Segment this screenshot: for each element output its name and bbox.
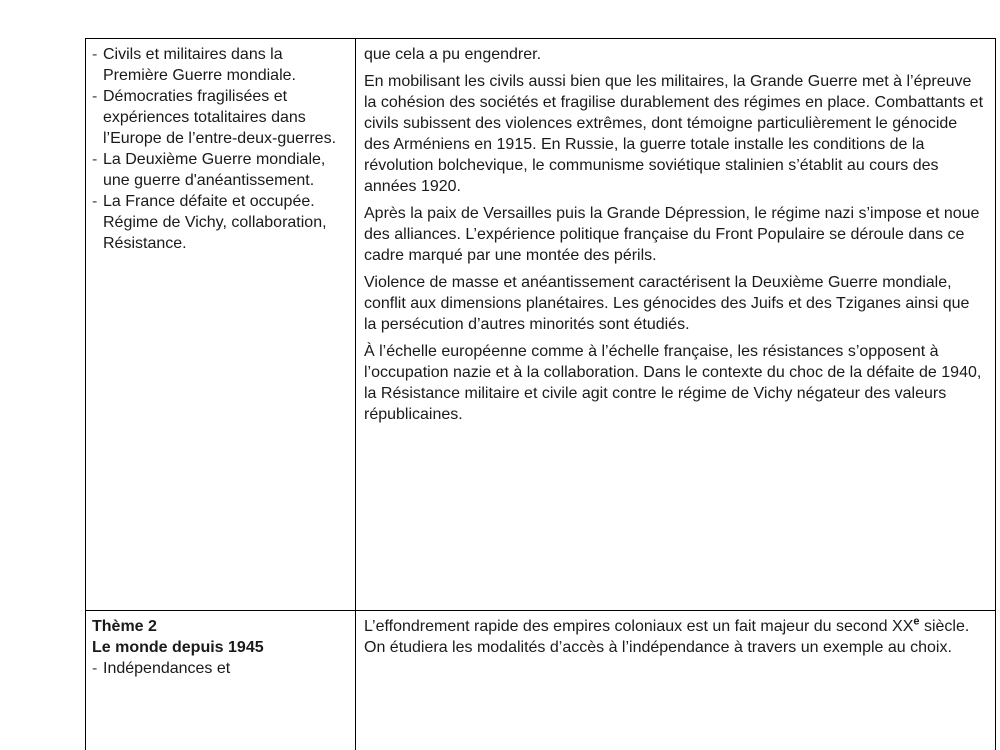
list-item-text: Civils et militaires dans la Première Guerre mondiale. [103,46,296,84]
theme2-description-cell [356,611,995,750]
paragraph: À l’échelle européenne comme à l’échelle française, les résistances s’opposent à l’occupation nazie et à la collaboration. Dans le contexte du choc de la défaite de 1940, la Résistance militaire et civile agit contre le régime de Vichy négateur des valeurs républicaines. [364,343,982,423]
table-row-theme2 [86,610,995,750]
paragraph: En mobilisant les civils aussi bien que les militaires, la Grande Guerre met à l’épreuve la cohésion des sociétés et fragilise durablement des régimes en place. Combattants et civils subissent des violences extrêmes, dont témoigne particulièrement le génocide des Arméniens en 1915. En Russie, la guerre totale installe les conditions de la révolution bolchevique, le communisme soviétique stalinien s’établit au cours des années 1920. [364,73,984,195]
list-item [92,191,347,254]
bullet-dash: - [92,193,98,210]
theme-title: Le monde depuis 1945 [92,639,264,656]
list-item [92,658,347,679]
theme2-title-cell [86,611,356,750]
superscript-e: e [913,615,920,628]
table-row-theme1 [86,39,995,610]
themes-list-cell [86,39,356,610]
paragraph: que cela a pu engendrer. [364,46,542,63]
list-item-text: Démocraties fragilisées et expériences totalitaires dans l’Europe de l’entre-deux-guerres. [103,88,337,147]
description-cell [356,39,995,610]
list-item [92,44,347,86]
list-item-text: La France défaite et occupée. Régime de Vichy, collaboration, Résistance. [103,193,327,252]
curriculum-table [85,38,996,750]
bullet-dash: - [92,660,98,677]
list-item-text: Indépendances et [103,660,231,677]
bullet-dash: - [92,151,98,168]
paragraph-text: siècle. On étudiera les modalités d’accès à l’indépendance à travers un exemple au choix. [364,618,970,656]
paragraph-text: L’effondrement rapide des empires coloniaux est un fait majeur du second XX [364,618,914,635]
list-item [92,149,347,191]
bullet-dash: - [92,46,98,63]
theme-number: Thème 2 [92,618,157,635]
bullet-dash: - [92,88,98,105]
paragraph: Après la paix de Versailles puis la Grande Dépression, le régime nazi s’impose et noue des alliances. L’expérience politique française du Front Populaire se déroule dans ce cadre marqué par une montée des périls. [364,205,980,264]
paragraph [364,616,985,658]
paragraph: Violence de masse et anéantissement caractérisent la Deuxième Guerre mondiale, conflit aux dimensions planétaires. Les génocides des Juifs et des Tziganes ainsi que la persécution d’autres minorités sont étudiés. [364,274,970,333]
list-item [92,86,347,149]
list-item-text: La Deuxième Guerre mondiale, une guerre d'anéantissement. [103,151,326,189]
